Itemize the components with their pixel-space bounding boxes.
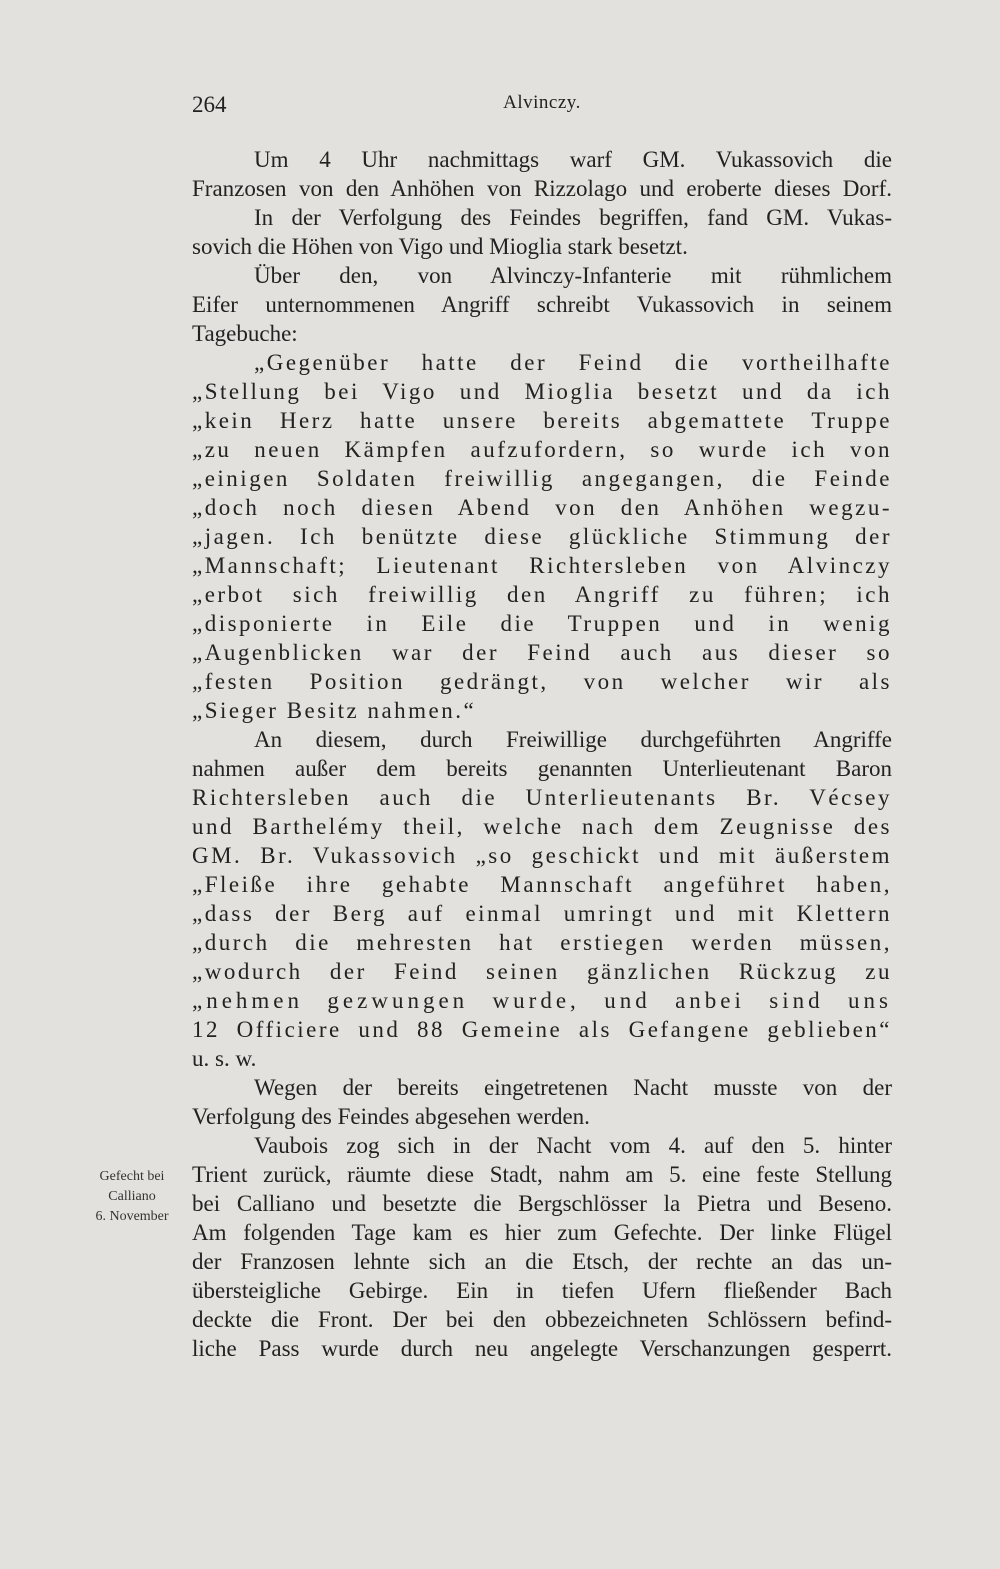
text-line: übersteigliche Gebirge. Ein in tiefen Ufern fließender Bach: [192, 1278, 892, 1303]
quote-line: 12 Officiere und 88 Gemeine als Gefangene geblieben“: [192, 1017, 892, 1042]
text-line: Tagebuche:: [192, 321, 298, 346]
quote-line: „nehmen gezwungen wurde, und anbei sind uns: [192, 988, 892, 1013]
quote-line: „Mannschaft; Lieutenant Richtersleben von Alvinczy: [192, 553, 892, 578]
text-line: Wegen der bereits eingetretenen Nacht musste von der: [254, 1075, 892, 1100]
quote-line: „wodurch der Feind seinen gänzlichen Rückzug zu: [192, 959, 892, 984]
quote-line: „Gegenüber hatte der Feind die vortheilhafte: [254, 350, 892, 375]
quote-line: „Sieger Besitz nahmen.“: [192, 698, 477, 723]
text-line: und Barthelémy theil, welche nach dem Zeugnisse des: [192, 814, 892, 839]
margin-note-line: 6. November: [95, 1209, 169, 1224]
text-line: Franzosen von den Anhöhen von Rizzolago und eroberte dieses Dorf.: [192, 176, 892, 201]
quote-line: „durch die mehresten hat erstiegen werden müssen,: [192, 930, 892, 955]
quote-line: „zu neuen Kämpfen aufzufordern, so wurde ich von: [192, 437, 892, 462]
running-title: Alvinczy.: [503, 92, 581, 113]
margin-note-line: Calliano: [108, 1189, 156, 1204]
quote-line: „einigen Soldaten freiwillig angegangen, die Feinde: [192, 466, 892, 491]
text-line: nahmen außer dem bereits genannten Unterlieutenant Baron: [192, 756, 892, 781]
text-line: Trient zurück, räumte diese Stadt, nahm am 5. eine feste Stellung: [192, 1162, 892, 1187]
text-line: Eifer unternommenen Angriff schreibt Vukassovich in seinem: [192, 292, 892, 317]
text-line: der Franzosen lehnte sich an die Etsch, der rechte an das un-: [192, 1249, 892, 1274]
text-line: Richtersleben auch die Unterlieutenants Br. Vécsey: [192, 785, 892, 810]
text-line: u. s. w.: [192, 1046, 257, 1071]
text-line: Über den, von Alvinczy-Infanterie mit rühmlichem: [254, 263, 892, 288]
text-line: bei Calliano und besetzte die Bergschlösser la Pietra und Beseno.: [192, 1191, 892, 1216]
page-number: 264: [192, 92, 227, 117]
margin-note: [86, 1167, 178, 1227]
quote-line: „erbot sich freiwillig den Angriff zu führen; ich: [192, 582, 892, 607]
quote-line: „Augenblicken war der Feind auch aus dieser so: [192, 640, 892, 665]
quote-line: „Stellung bei Vigo und Mioglia besetzt und da ich: [192, 379, 892, 404]
body-text: [192, 145, 892, 1363]
text-line: Am folgenden Tage kam es hier zum Gefechte. Der linke Flügel: [192, 1220, 892, 1245]
text-line: liche Pass wurde durch neu angelegte Verschanzungen gesperrt.: [192, 1336, 892, 1361]
text-line: An diesem, durch Freiwillige durchgeführten Angriffe: [254, 727, 892, 752]
quote-line: „Fleiße ihre gehabte Mannschaft angeführet haben,: [192, 872, 892, 897]
quote-line: „doch noch diesen Abend von den Anhöhen wegzu-: [192, 495, 892, 520]
text-line: GM. Br. Vukassovich „so geschickt und mit äußerstem: [192, 843, 892, 868]
quote-line: „dass der Berg auf einmal umringt und mit Klettern: [192, 901, 892, 926]
quote-line: „disponierte in Eile die Truppen und in wenig: [192, 611, 892, 636]
text-line: deckte die Front. Der bei den obbezeichneten Schlössern befind-: [192, 1307, 892, 1332]
text-line: Verfolgung des Feindes abgesehen werden.: [192, 1104, 590, 1129]
margin-note-line: Gefecht bei: [99, 1169, 165, 1184]
quote-line: „jagen. Ich benützte diese glückliche Stimmung der: [192, 524, 892, 549]
text-line: sovich die Höhen von Vigo und Mioglia stark besetzt.: [192, 234, 688, 259]
text-line: Vaubois zog sich in der Nacht vom 4. auf den 5. hinter: [254, 1133, 892, 1158]
quote-line: „festen Position gedrängt, von welcher wir als: [192, 669, 892, 694]
page-header: [192, 92, 892, 124]
text-line: In der Verfolgung des Feindes begriffen, fand GM. Vukas-: [254, 205, 892, 230]
quote-line: „kein Herz hatte unsere bereits abgemattete Truppe: [192, 408, 892, 433]
text-line: Um 4 Uhr nachmittags warf GM. Vukassovich die: [254, 147, 892, 172]
